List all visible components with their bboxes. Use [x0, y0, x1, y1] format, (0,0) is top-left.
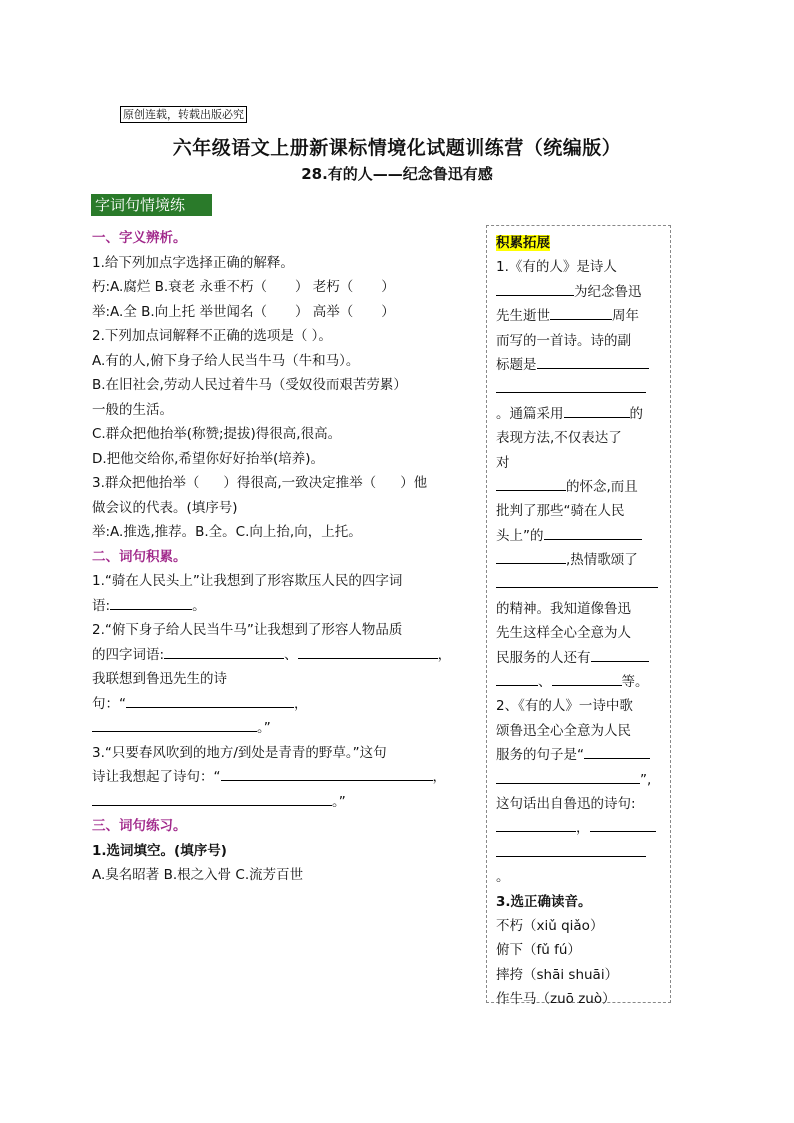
answer-blank[interactable] [496, 843, 646, 857]
question-2: 2.下列加点词解释不正确的选项是（ ）。 [92, 328, 332, 344]
answer-blank[interactable] [591, 648, 649, 662]
option-b: B.在旧社会,劳动人民过着牛马（受奴役而艰苦劳累） [92, 377, 407, 393]
side-line: 服务的句子是“ [496, 743, 662, 767]
answer-blank[interactable] [221, 768, 433, 781]
option-c: C.群众把他抬举(称赞;提拔)得很高,很高。 [92, 426, 342, 442]
exercise-column [92, 226, 482, 888]
reading-item: 不朽（xiǔ qiǎo） [496, 917, 604, 934]
side-line: ”, [496, 768, 662, 792]
answer-blank[interactable] [544, 526, 642, 540]
question-3-cont: 做会议的代表。(填序号) [92, 499, 238, 516]
side-line: 先生这样全心全意为人 [496, 625, 631, 642]
section-band: 字词句情境练 [91, 194, 212, 216]
side-line: 民服务的人还有 [496, 646, 662, 670]
side-line: 这句话出自鲁迅的诗句: [496, 795, 636, 812]
side-line: 2、《有的人》一诗中歌 [496, 698, 633, 715]
side-line: 批判了那些“骑在人民 [496, 503, 625, 520]
question-1-item-b: 举:A.全 B.向上托 举世闻名（ ） 高举（ ） [92, 303, 395, 320]
answer-blank[interactable] [92, 793, 332, 806]
word-question-1: 1.“骑在人民头上”让我想到了形容欺压人民的四字词 [92, 573, 403, 589]
option-a: A.有的人,俯下身子给人民当牛马（牛和马）。 [92, 352, 360, 369]
question-3: 3.群众把他抬举（ ）得很高,一致决定推举（ ）他 [92, 475, 428, 491]
answer-blank[interactable] [550, 306, 612, 320]
section-heading: 三、词句练习。 [92, 818, 187, 834]
answer-blank[interactable] [496, 550, 566, 564]
practice-question-1: 1.选词填空。(填序号) [92, 842, 227, 859]
lesson-subtitle: 28.有的人——纪念鲁迅有感 [301, 165, 493, 183]
side-line: 先生逝世 周年 [496, 308, 639, 325]
page-title: 六年级语文上册新课标情境化试题训练营（统编版） [172, 137, 622, 159]
answer-blank[interactable] [164, 646, 284, 659]
answer-blank[interactable] [298, 646, 438, 659]
word-question-2-answer: 的四字词语: 、 ， [92, 646, 452, 663]
side-line: 。通篇采用 的 [496, 405, 643, 422]
word-question-1-answer: 语: 。 [92, 597, 206, 614]
question-1-item-a: 朽:A.腐烂 B.衰老 永垂不朽（ ） 老朽（ ） [92, 279, 395, 295]
side-line [496, 841, 662, 865]
side-line: 表现方法,不仅表达了 [496, 430, 622, 447]
copyright-stamp: 原创连载，转载出版必究 [120, 106, 247, 123]
answer-blank[interactable] [552, 672, 622, 686]
answer-blank[interactable] [564, 404, 630, 418]
answer-blank[interactable] [537, 355, 649, 369]
answer-blank[interactable] [92, 719, 257, 732]
side-line: ,热情歌颂了 [496, 548, 662, 572]
word-question-2-poem-line: 句：“ ， [92, 695, 308, 712]
extension-content [496, 231, 662, 1012]
word-question-2-poem-line-2: 。” [92, 716, 482, 741]
answer-blank[interactable] [126, 695, 294, 708]
side-line [496, 377, 662, 401]
side-line: 而写的一首诗。诗的副 [496, 332, 631, 349]
answer-blank[interactable] [496, 379, 646, 393]
side-line: ， [496, 816, 662, 840]
option-d: D.把他交给你,希望你好好抬举(培养)。 [92, 450, 325, 467]
side-line: 1.《有的人》是诗人 [496, 259, 617, 276]
side-line: 标题是 [496, 353, 662, 377]
answer-blank[interactable] [496, 818, 576, 832]
answer-blank[interactable] [496, 477, 566, 491]
answer-blank[interactable] [590, 818, 656, 832]
word-question-3-answer: 诗让我想起了诗句：“ ， [92, 769, 446, 785]
side-line: 的精神。我知道像鲁迅 [496, 600, 631, 617]
section-heading: 二、词句积累。 [92, 548, 187, 565]
word-question-3-answer-2: 。” [92, 790, 482, 815]
practice-options: A.臭名昭著 B.根之入骨 C.流芳百世 [92, 867, 304, 883]
reading-item: 俯下（fǔ fú） [496, 942, 581, 959]
reading-question: 3.选正确读音。 [496, 893, 592, 910]
word-question-2: 2.“俯下身子给人民当牛马”让我想到了形容人物品质 [92, 622, 403, 638]
side-line: 头上”的 [496, 524, 662, 548]
side-line: 对 [496, 454, 510, 471]
extension-heading: 积累拓展 [496, 235, 550, 251]
reading-item: 作牛马（zuō zuò） [496, 991, 616, 1008]
reading-item: 摔挎（shāi shuāi） [496, 966, 619, 983]
answer-blank[interactable] [496, 672, 538, 686]
answer-blank[interactable] [496, 574, 658, 588]
answer-blank[interactable] [496, 770, 640, 784]
option-b-cont: 一般的生活。 [92, 401, 173, 418]
word-question-3: 3.“只要春风吹到的地方/到处是青青的野草。”这句 [92, 744, 387, 761]
answer-blank[interactable] [110, 597, 192, 610]
side-line: 、 等。 [496, 670, 662, 694]
side-line: 为纪念鲁迅 [496, 280, 662, 304]
side-line: 的怀念,而且 [496, 475, 662, 499]
question-1: 1.给下列加点字选择正确的解释。 [92, 254, 294, 271]
question-3-options: 举:A.推选,推荐。B.全。C.向上抬,向，上托。 [92, 524, 362, 540]
side-line [496, 572, 662, 596]
side-line: 。 [496, 869, 510, 886]
answer-blank[interactable] [496, 282, 574, 296]
side-line: 颂鲁迅全心全意为人民 [496, 722, 631, 739]
section-heading: 一、字义辨析。 [92, 230, 187, 246]
answer-blank[interactable] [584, 745, 650, 759]
word-question-2-poem: 我联想到鲁迅先生的诗 [92, 671, 227, 687]
